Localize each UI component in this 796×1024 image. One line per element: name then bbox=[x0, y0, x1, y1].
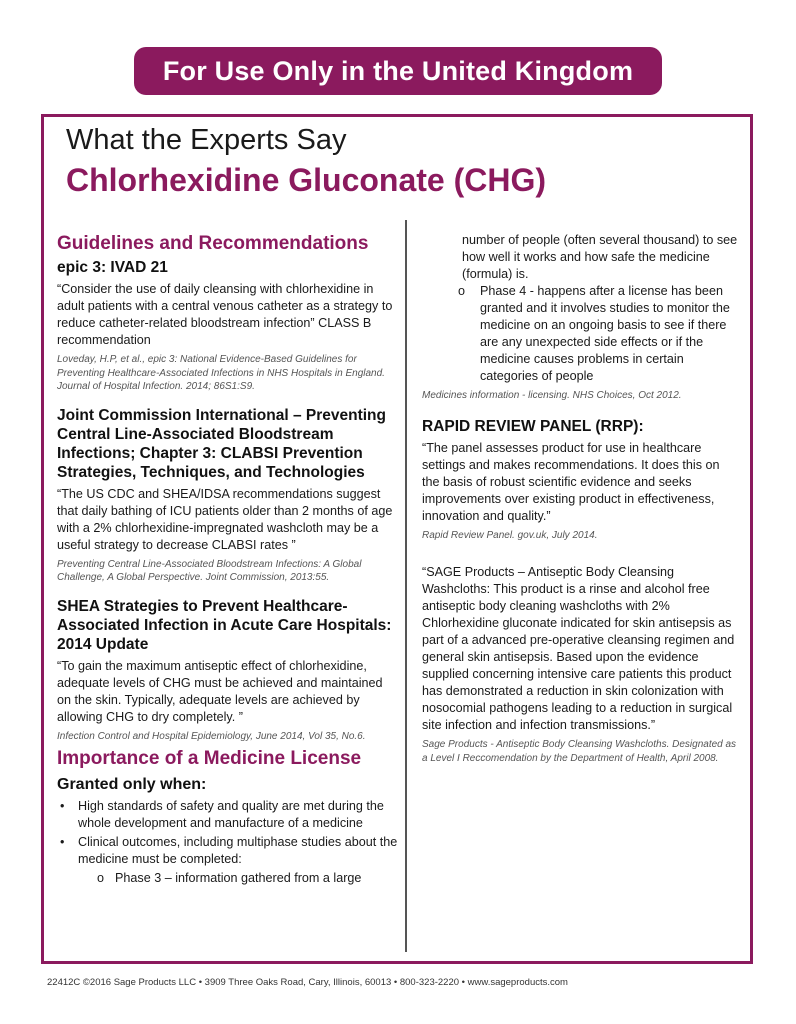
footer: 22412C ©2016 Sage Products LLC • 3909 Three Oaks Road, Cary, Illinois, 60013 • 800-323-2220 • www.sageproducts.com bbox=[47, 977, 568, 988]
phase3-item: o Phase 3 – information gathered from a large bbox=[57, 870, 399, 887]
right-column bbox=[422, 232, 740, 777]
rrp-heading: RAPID REVIEW PANEL (RRP): bbox=[422, 417, 644, 435]
epic-citation: Loveday, H.P, et al., epic 3: National Evidence-Based Guidelines for Preventing Healthcare-Associated Infections in NHS Hospitals in England. Journal of Hospital Infection. 2014; 86S1:S9. bbox=[57, 354, 385, 392]
rrp-quote: “The panel assesses product for use in healthcare settings and makes recommendations. It does this on the basis of robust scientific evidence and seeks improvements over existing product in effectiveness, innovation and quality.” bbox=[422, 440, 720, 523]
granted-heading: Granted only when: bbox=[57, 776, 207, 793]
shea-quote: “To gain the maximum antiseptic effect of chlorhexidine, adequate levels of CHG must be achieved and maintained on the skin. Typically, adequate levels are achieved by allowing CHG to dry completely. ” bbox=[57, 658, 383, 724]
sage-quote: “SAGE Products – Antiseptic Body Cleansing Washcloths: This product is a rinse and alcohol free antiseptic body cleaning washcloths with 2% Chlorhexidine gluconate indicated for skin antisepsis as part of a advanced pre-operative cleansing regimen and general skin antisepsis. Based upon the evidence supplied concerning intensive care patients this product has demonstrated a reduction in skin colonization with nosocomial pathogens leading to a reduction in surgical site infection and infection transmissions.” bbox=[422, 565, 735, 732]
shea-heading: SHEA Strategies to Prevent Healthcare-Associated Infection in Acute Care Hospitals: 2014 Update bbox=[57, 597, 392, 653]
page-subtitle: Chlorhexidine Gluconate (CHG) bbox=[66, 162, 547, 198]
rrp-citation: Rapid Review Panel. gov.uk, July 2014. bbox=[422, 529, 598, 541]
list-item: • Clinical outcomes, including multiphase studies about the medicine must be completed: bbox=[57, 834, 399, 868]
list-item: • High standards of safety and quality are met during the whole development and manufacture of a medicine bbox=[57, 798, 399, 832]
jci-heading: Joint Commission International – Preventing Central Line-Associated Bloodstream Infections; Chapter 3: CLABSI Prevention Strategies, Techniques, and Technologies bbox=[57, 406, 386, 481]
left-column bbox=[57, 232, 399, 887]
page-title: What the Experts Say bbox=[66, 124, 347, 156]
jci-citation: Preventing Central Line-Associated Bloodstream Infections: A Global Challenge, A Global Perspective. Joint Commission, 2013:55. bbox=[57, 558, 362, 583]
license-bullets bbox=[57, 798, 399, 868]
guidelines-heading: Guidelines and Recommendations bbox=[57, 233, 369, 254]
column-divider bbox=[405, 220, 407, 952]
shea-citation: Infection Control and Hospital Epidemiology, June 2014, Vol 35, No.6. bbox=[57, 730, 366, 742]
epic-quote: “Consider the use of daily cleansing with chlorhexidine in adult patients with a central venous catheter as a strategy to reduce catheter-related bloodstream infection” CLASS B recommendation bbox=[57, 282, 393, 347]
license-heading: Importance of a Medicine License bbox=[57, 748, 362, 769]
phase4-item: o Phase 4 - happens after a license has been granted and it involves studies to monitor the medicine on an ongoing basis to see if there are any unexpected side effects or if the medicine causes problems in certain categories of people bbox=[422, 283, 740, 385]
sage-citation: Sage Products - Antiseptic Body Cleansing Washcloths. Designated as a Level I Reccomendation by the Department of Health, April 2008. bbox=[422, 739, 737, 764]
epic-heading: epic 3: IVAD 21 bbox=[57, 259, 168, 276]
region-banner: For Use Only in the United Kingdom bbox=[134, 47, 662, 95]
nhs-citation: Medicines information - licensing. NHS Choices, Oct 2012. bbox=[422, 390, 682, 401]
phase3-continued: number of people (often several thousand) to see how well it works and how safe the medicine (formula) is. bbox=[462, 233, 738, 281]
jci-quote: “The US CDC and SHEA/IDSA recommendations suggest that daily bathing of ICU patients older than 2 months of age with a 2% chlorhexidine-impregnated washcloth may be a useful strategy to decrease CLABSI rates ” bbox=[57, 486, 393, 552]
